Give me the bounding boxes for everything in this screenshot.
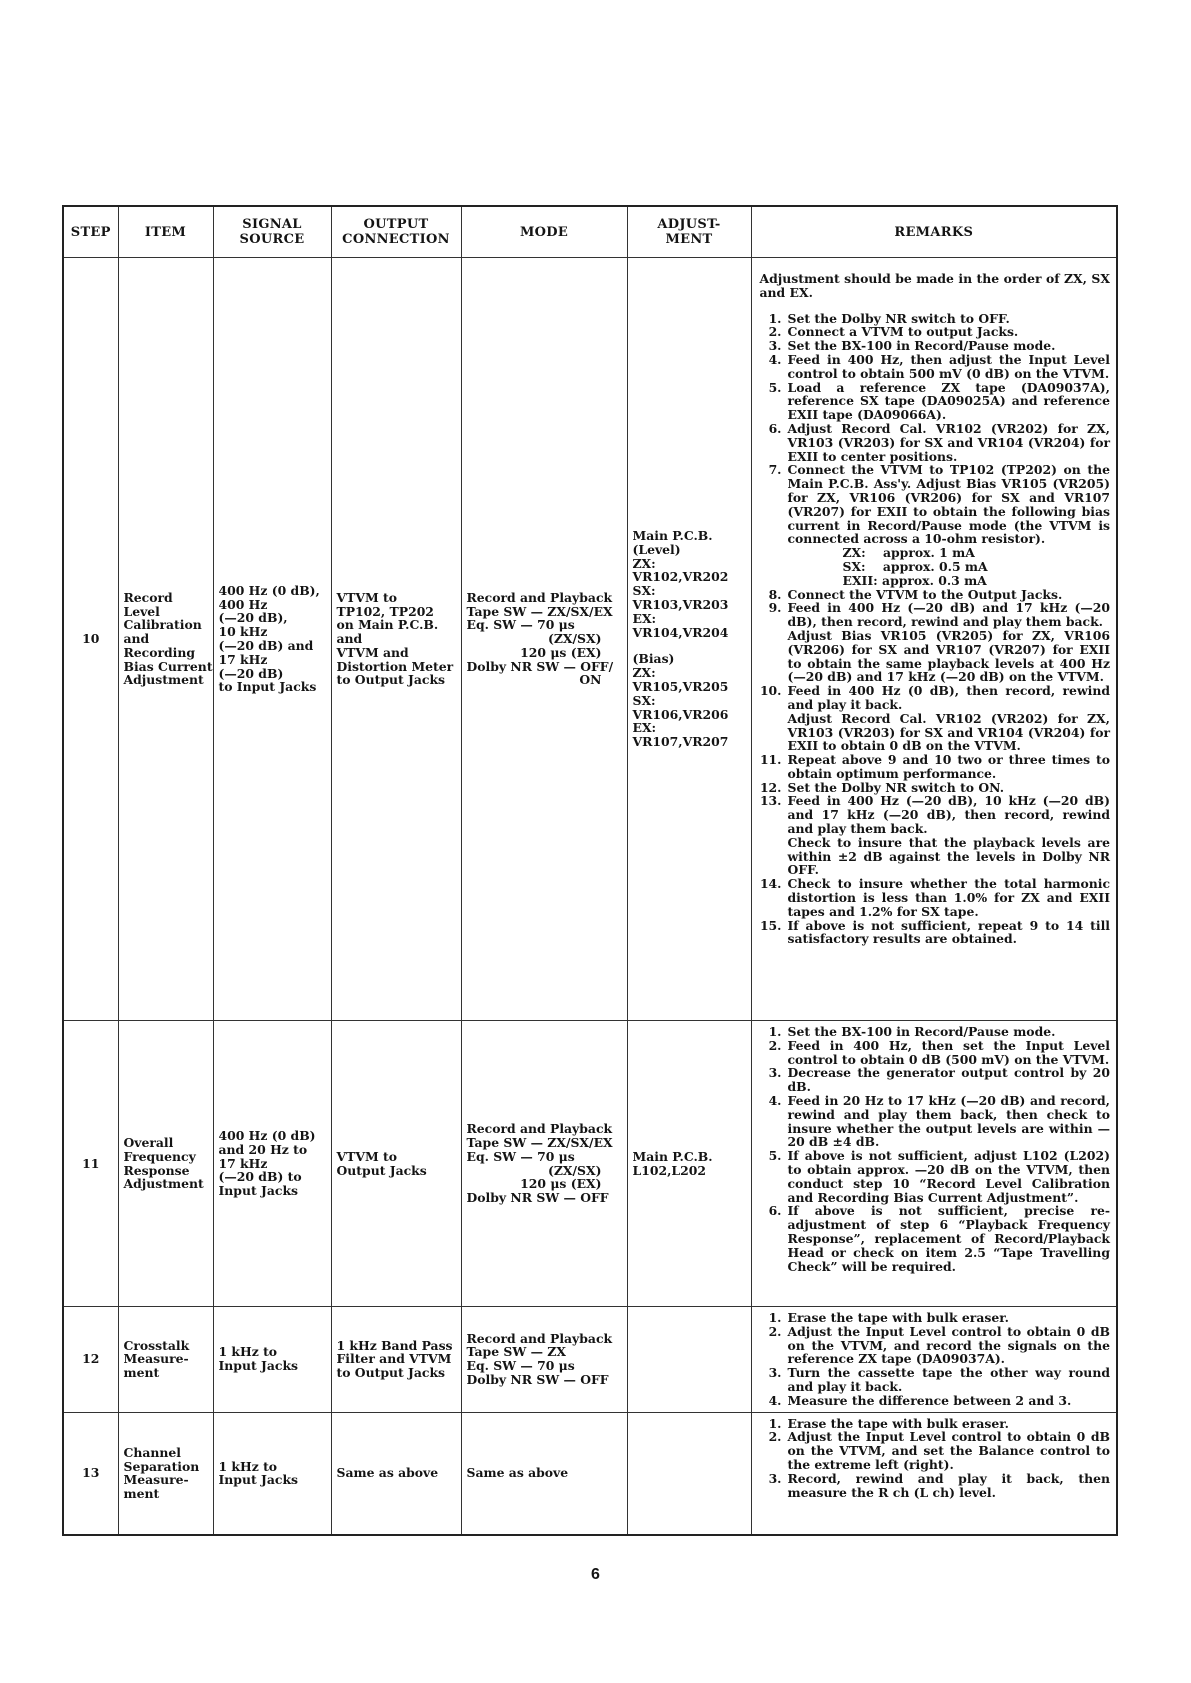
mode-cell — [461, 258, 627, 1021]
item-cell — [118, 1021, 213, 1307]
item-cell-line: Bias Current — [123, 658, 213, 674]
header-step: STEP — [63, 206, 118, 258]
remark-item — [760, 781, 1111, 795]
item-cell-line: Adjustment — [123, 672, 204, 688]
bias-current-value: EXII: approx. 0.3 mA — [842, 572, 987, 588]
remark-item — [760, 381, 1111, 422]
remark-item — [760, 684, 1111, 753]
header-output-connection: OUTPUT CONNECTION — [331, 206, 461, 258]
remarks-list — [760, 1417, 1111, 1500]
remarks-cell — [751, 258, 1117, 1021]
mode-cell-line: (ZX/SX) — [548, 1162, 602, 1178]
remark-item — [760, 877, 1111, 918]
output-connection-cell-line: TP102, TP202 — [336, 603, 434, 619]
remark-number: 3. — [768, 1065, 782, 1081]
signal-source-cell-line: 400 Hz (0 dB) — [218, 1128, 316, 1143]
signal-source-cell — [213, 1021, 331, 1307]
header-signal-source: SIGNAL SOURCE — [213, 206, 331, 258]
adjustment-cell-line: EX: — [632, 610, 657, 626]
mode-cell-line: Record and Playback — [466, 1121, 613, 1137]
output-connection-cell-line: 1 kHz Band Pass — [336, 1337, 453, 1353]
adjustment-cell-line: VR107,VR207 — [632, 734, 729, 750]
remark-number: 3. — [768, 338, 782, 354]
adjustment-cell — [627, 1412, 751, 1535]
remark-number: 1. — [768, 1310, 782, 1325]
adjustment-cell-line: VR105,VR205 — [632, 678, 729, 694]
remark-text: Decrease the generator output control by 20 dB. — [787, 1065, 1110, 1095]
output-connection-cell-line: on Main P.C.B. — [336, 617, 439, 633]
item-cell-line: Record — [123, 589, 173, 605]
output-connection-cell-line: Same as above — [336, 1465, 439, 1481]
remark-number: 6. — [768, 420, 782, 436]
remark-item — [760, 1394, 1111, 1408]
remark-item — [760, 353, 1111, 381]
adjustment-cell-line: ZX: — [632, 555, 656, 571]
mode-cell — [461, 1307, 627, 1413]
item-cell-line: Adjustment — [123, 1176, 204, 1192]
step-number: 11 — [63, 1021, 118, 1307]
remark-number: 14. — [759, 876, 782, 892]
signal-source-cell-line: to Input Jacks — [218, 679, 317, 695]
remark-number: 1. — [768, 1415, 782, 1431]
adjustment-cell-line: Main P.C.B. — [632, 528, 713, 544]
item-cell — [118, 258, 213, 1021]
header-adjustment: ADJUST- MENT — [627, 206, 751, 258]
remarks-cell — [751, 1021, 1117, 1307]
remark-number: 9. — [768, 600, 782, 616]
output-connection-cell — [331, 1021, 461, 1307]
item-cell-line: Level — [123, 603, 160, 619]
remarks-intro: Adjustment should be made in the order of ZX, SX and EX. — [759, 271, 1110, 300]
mode-cell-line: Dolby NR SW — OFF/ — [466, 658, 614, 674]
adjustment-cell-line: ZX: — [632, 665, 656, 681]
remark-item — [760, 339, 1111, 353]
remark-text: Feed in 400 Hz, then adjust the Input Level control to obtain 500 mV (0 dB) on the VTVM. — [787, 351, 1110, 381]
signal-source-cell — [213, 1412, 331, 1535]
item-cell-line: Measure- — [123, 1351, 189, 1367]
remark-item — [760, 1025, 1111, 1039]
remark-number: 11. — [759, 752, 782, 768]
mode-cell-line: ON — [579, 672, 602, 688]
remark-text: Set the BX-100 in Record/Pause mode. — [787, 1024, 1056, 1039]
table-header-row — [63, 206, 1117, 258]
remark-text: Set the Dolby NR switch to ON. — [787, 779, 1005, 795]
remarks-list — [760, 312, 1111, 947]
adjustment-cell-line: VR102,VR202 — [632, 569, 729, 585]
remark-text: Feed in 20 Hz to 17 kHz (—20 dB) and record, rewind and play them back, then check to insure whether the output levels are within —20 dB ±4 dB. — [787, 1092, 1110, 1150]
remark-number: 1. — [768, 310, 782, 326]
bias-current-value: ZX: approx. 1 mA — [842, 545, 975, 561]
item-cell-line: ment — [123, 1486, 160, 1502]
remark-item — [760, 1472, 1111, 1500]
item-cell-line: Separation — [123, 1458, 200, 1474]
table-row — [63, 1307, 1117, 1413]
mode-cell — [461, 1021, 627, 1307]
remark-item — [760, 463, 1111, 587]
remark-number: 15. — [759, 917, 782, 933]
remark-text: Connect a VTVM to output Jacks. — [787, 324, 1019, 340]
adjustment-cell-line: (Level) — [632, 541, 681, 557]
output-connection-cell — [331, 258, 461, 1021]
adjustment-cell — [627, 1021, 751, 1307]
remark-text: Adjust Record Cal. VR102 (VR202) for ZX, VR103 (VR203) for SX and VR104 (VR204) for EXII to center positions. — [787, 420, 1110, 464]
remark-text: Load a reference ZX tape (DA09037A), reference SX tape (DA09025A) and reference EXII tape (DA09066A). — [787, 379, 1110, 423]
table-row — [63, 1021, 1117, 1307]
adjustment-procedure-table — [62, 205, 1118, 1536]
remark-number: 1. — [768, 1024, 782, 1039]
header-remarks: REMARKS — [751, 206, 1117, 258]
mode-cell-line: Dolby NR SW — OFF — [466, 1190, 609, 1206]
adjustment-cell-line: (Bias) — [632, 651, 675, 667]
remark-text: Feed in 400 Hz (—20 dB) and 17 kHz (—20 dB), then record, rewind and play them back. — [787, 600, 1110, 630]
item-cell — [118, 1412, 213, 1535]
signal-source-cell-line: (—20 dB), — [218, 610, 288, 626]
output-connection-cell-line: Filter and VTVM — [336, 1351, 452, 1367]
adjustment-cell — [627, 258, 751, 1021]
mode-cell-line: Dolby NR SW — OFF — [466, 1372, 609, 1388]
step-number: 13 — [63, 1412, 118, 1535]
output-connection-cell-line: and — [336, 631, 363, 647]
step-number: 10 — [63, 258, 118, 1021]
signal-source-cell-line: 400 Hz — [218, 596, 268, 612]
remark-number: 3. — [768, 1470, 782, 1486]
mode-cell-line: Eq. SW — 70 μs — [466, 617, 575, 633]
remark-text: Erase the tape with bulk eraser. — [787, 1310, 1009, 1325]
remark-number: 4. — [768, 351, 782, 367]
remark-item — [760, 422, 1111, 463]
remarks-list — [760, 1025, 1111, 1273]
remark-number: 5. — [768, 379, 782, 395]
remark-item — [760, 1039, 1111, 1067]
adjustment-cell-line: VR104,VR204 — [632, 624, 729, 640]
table-row — [63, 1412, 1117, 1535]
mode-cell-line: Record and Playback — [466, 589, 613, 605]
item-cell-line: Overall — [123, 1134, 174, 1150]
signal-source-cell-line: Input Jacks — [218, 1358, 299, 1374]
remark-item — [760, 1366, 1111, 1394]
mode-cell-line: Eq. SW — 70 μs — [466, 1148, 575, 1164]
signal-source-cell-line: 17 kHz — [218, 651, 268, 667]
adjustment-cell-line: L102,L202 — [632, 1162, 706, 1178]
remark-text: Erase the tape with bulk eraser. — [787, 1415, 1009, 1431]
signal-source-cell-line: (—20 dB) — [218, 665, 284, 681]
remark-text: Feed in 400 Hz, then set the Input Level control to obtain 0 dB (500 mV) on the VTVM. — [787, 1037, 1110, 1067]
adjustment-cell-line: SX: — [632, 692, 656, 708]
remark-item — [760, 588, 1111, 602]
output-connection-cell-line: to Output Jacks — [336, 672, 446, 688]
remark-item — [760, 1417, 1111, 1431]
adjustment-cell — [627, 1307, 751, 1413]
item-cell-line: Recording — [123, 644, 196, 660]
signal-source-cell-line: 1 kHz to — [218, 1458, 278, 1474]
item-cell-line: Measure- — [123, 1472, 189, 1488]
item-cell-line: Response — [123, 1162, 190, 1178]
mode-cell-line: Eq. SW — 70 μs — [466, 1358, 575, 1374]
signal-source-cell-line: 10 kHz — [218, 624, 268, 640]
signal-source-cell-line: and 20 Hz to — [218, 1141, 308, 1157]
mode-cell-line: Same as above — [466, 1465, 569, 1481]
remark-subtext: Adjust Bias VR105 (VR205) for ZX, VR106 (VR206) for SX and VR107 (VR207) for EXII to obtain the same playback levels at 400 Hz (—20 dB) and 17 kHz (—20 dB) on the VTVM. — [787, 627, 1110, 685]
step-number: 12 — [63, 1307, 118, 1413]
adjustment-cell-line: VR106,VR206 — [632, 706, 729, 722]
signal-source-cell-line: 400 Hz (0 dB), — [218, 582, 320, 598]
item-cell-line: Crosstalk — [123, 1337, 190, 1353]
remark-item — [760, 919, 1111, 947]
signal-source-cell-line: Input Jacks — [218, 1183, 299, 1199]
remark-number: 4. — [768, 1392, 782, 1408]
remark-item — [760, 1325, 1111, 1366]
remark-text: Check to insure whether the total harmonic distortion is less than 1.0% for ZX and EXII tapes and 1.2% for SX tape. — [787, 876, 1110, 919]
mode-cell-line: Tape SW — ZX/SX/EX — [466, 603, 613, 619]
signal-source-cell — [213, 1307, 331, 1413]
remark-number: 2. — [768, 1037, 782, 1053]
remark-number: 7. — [768, 462, 782, 478]
remark-item — [760, 601, 1111, 684]
remark-text: Connect the VTVM to TP102 (TP202) on the Main P.C.B. Ass'y. Adjust Bias VR105 (VR205) for ZX, VR106 (VR206) for SX and VR107 (VR207) for EXII to obtain the following bias current in Record/Pause mode (the VTVM is connected across a 10-ohm resistor). — [787, 462, 1110, 547]
remark-text: Measure the difference between 2 and 3. — [787, 1392, 1072, 1408]
remark-item — [760, 1204, 1111, 1273]
remark-text: If above is not sufficient, repeat 9 to 14 till satisfactory results are obtained. — [787, 917, 1110, 947]
header-item: ITEM — [118, 206, 213, 258]
signal-source-cell — [213, 258, 331, 1021]
item-cell-line: Calibration — [123, 617, 202, 633]
output-connection-cell-line: Distortion Meter — [336, 658, 454, 674]
item-cell-line: Frequency — [123, 1148, 196, 1164]
mode-cell-line: Record and Playback — [466, 1330, 613, 1346]
remark-item — [760, 1066, 1111, 1094]
remark-item — [760, 312, 1111, 326]
remark-subtext: Adjust Record Cal. VR102 (VR202) for ZX, VR103 (VR203) for SX and VR104 (VR204) for EXII to obtain 0 dB on the VTVM. — [787, 710, 1110, 754]
remark-number: 2. — [768, 324, 782, 340]
remark-number: 5. — [768, 1148, 782, 1164]
adjustment-cell-line: VR103,VR203 — [632, 597, 729, 612]
remark-number: 4. — [768, 1092, 782, 1108]
remark-text: Turn the cassette tape the other way round and play it back. — [787, 1365, 1110, 1394]
remark-text: Adjust the Input Level control to obtain 0 dB on the VTVM, and record the signals on the reference ZX tape (DA09037A). — [787, 1323, 1110, 1367]
remarks-cell — [751, 1412, 1117, 1535]
mode-cell — [461, 1412, 627, 1535]
remark-text: Feed in 400 Hz (—20 dB), 10 kHz (—20 dB) and 17 kHz (—20 dB), then record, rewind and play them back. — [787, 793, 1110, 837]
signal-source-cell-line: 1 kHz to — [218, 1344, 278, 1360]
remark-item — [760, 753, 1111, 781]
output-connection-cell-line: Output Jacks — [336, 1162, 427, 1178]
item-cell-line: Channel — [123, 1444, 182, 1460]
header-mode: MODE — [461, 206, 627, 258]
bias-current-value: SX: approx. 0.5 mA — [842, 558, 988, 574]
output-connection-cell-line: VTVM to — [336, 1148, 397, 1164]
remark-number: 13. — [759, 793, 782, 809]
mode-cell-line: (ZX/SX) — [548, 631, 602, 647]
output-connection-cell-line: to Output Jacks — [336, 1365, 446, 1381]
remark-text: Record, rewind and play it back, then measure the R ch (L ch) level. — [787, 1470, 1110, 1500]
item-cell-line: and — [123, 631, 150, 647]
remark-subtext: Check to insure that the playback levels are within ±2 dB against the levels in Dolby NR OFF. — [787, 834, 1110, 878]
adjustment-cell-line: Main P.C.B. — [632, 1148, 713, 1164]
remark-item — [760, 1311, 1111, 1325]
mode-cell-line: Tape SW — ZX — [466, 1344, 566, 1360]
remark-number: 3. — [768, 1365, 782, 1381]
page-number: 6 — [591, 1566, 600, 1583]
remark-text: Set the Dolby NR switch to OFF. — [787, 310, 1010, 326]
item-cell — [118, 1307, 213, 1413]
remark-text: Feed in 400 Hz (0 dB), then record, rewind and play it back. — [787, 683, 1110, 712]
remark-item — [760, 1149, 1111, 1204]
signal-source-cell-line: (—20 dB) and — [218, 638, 314, 653]
remarks-list — [760, 1311, 1111, 1408]
remark-number: 12. — [759, 779, 782, 795]
signal-source-cell-line: Input Jacks — [218, 1472, 299, 1488]
remark-item — [760, 1430, 1111, 1471]
remark-number: 2. — [768, 1323, 782, 1339]
remark-item — [760, 794, 1111, 877]
remark-text: Connect the VTVM to the Output Jacks. — [787, 586, 1063, 602]
mode-cell-line: 120 μs (EX) — [520, 1176, 602, 1192]
output-connection-cell-line: VTVM to — [336, 589, 397, 605]
remark-text: If above is not sufficient, precise re-adjustment of step 6 “Playback Frequency Response”, replacement of Record/Playback Head or check on item 2.5 “Tape Travelling Check” will be required. — [787, 1203, 1110, 1274]
remark-text: Set the BX-100 in Record/Pause mode. — [787, 338, 1056, 354]
remarks-cell — [751, 1307, 1117, 1413]
remark-number: 6. — [768, 1203, 782, 1219]
adjustment-cell-line: EX: — [632, 720, 657, 736]
mode-cell-line: 120 μs (EX) — [520, 644, 602, 660]
remark-text: Adjust the Input Level control to obtain 0 dB on the VTVM, and set the Balance control to the extreme left (right). — [787, 1429, 1110, 1472]
mode-cell-line: Tape SW — ZX/SX/EX — [466, 1134, 613, 1150]
remark-number: 8. — [768, 586, 782, 602]
remark-text: If above is not sufficient, adjust L102 (L202) to obtain approx. —20 dB on the VTVM, then conduct step 10 “Record Level Calibration and Recording Bias Current Adjustment”. — [787, 1148, 1110, 1205]
item-cell-line: ment — [123, 1365, 160, 1381]
remark-number: 2. — [768, 1429, 782, 1445]
signal-source-cell-line: (—20 dB) to — [218, 1169, 302, 1185]
remark-item — [760, 325, 1111, 339]
adjustment-cell-line: SX: — [632, 583, 656, 599]
output-connection-cell — [331, 1412, 461, 1535]
output-connection-cell — [331, 1307, 461, 1413]
remark-item — [760, 1094, 1111, 1149]
remark-number: 10. — [759, 683, 782, 699]
table-row — [63, 258, 1117, 1021]
signal-source-cell-line: 17 kHz — [218, 1155, 268, 1171]
remark-text: Repeat above 9 and 10 two or three times to obtain optimum performance. — [787, 752, 1110, 781]
output-connection-cell-line: VTVM and — [336, 644, 409, 660]
